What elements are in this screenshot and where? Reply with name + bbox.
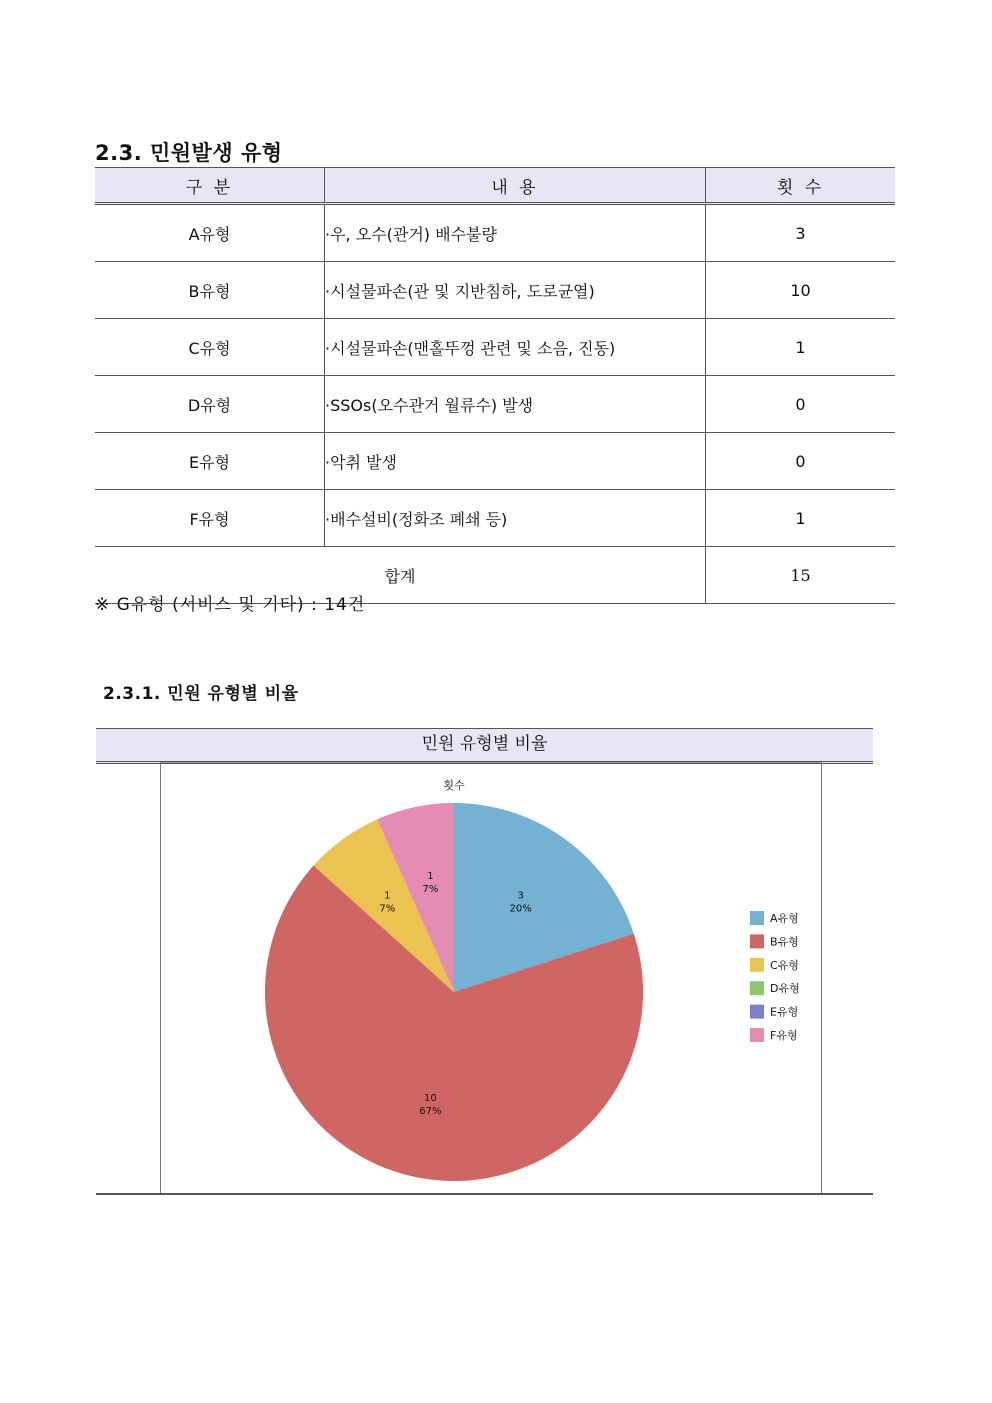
legend-label: A유형 [770,912,799,925]
row-count: 0 [706,376,896,433]
table-row [95,262,895,319]
chart-title: 횟수 [443,779,465,792]
row-count: 3 [706,204,896,262]
total-label: 합계 [95,547,706,604]
chart-box-title: 민원 유형별 비율 [96,728,873,764]
header-category: 구 분 [95,168,325,204]
row-type: D유형 [95,376,325,433]
legend-swatch [750,934,764,948]
section-title: 2.3. 민원발생 유형 [95,141,283,165]
row-desc: ·악취 발생 [325,433,706,490]
pie-percent-label: 20% [509,903,532,915]
total-value: 15 [706,547,896,604]
legend-label: F유형 [770,1029,798,1042]
chart-bottom-rule [96,1193,873,1195]
row-desc: ·우, 오수(관거) 배수불량 [325,204,706,262]
row-desc: ·시설물파손(관 및 지반침하, 도로균열) [325,262,706,319]
legend-label: D유형 [770,982,800,996]
table-row [95,204,895,262]
legend-label: E유형 [770,1005,799,1019]
row-desc: ·시설물파손(맨홀뚜껑 관련 및 소음, 진동) [325,319,706,376]
legend-swatch [750,1005,764,1019]
pie-value-label: 10 [424,1092,437,1104]
footnote: ※ G유형 (서비스 및 기타) : 14건 [95,595,366,615]
row-desc: ·배수설비(정화조 폐쇄 등) [325,490,706,547]
legend-swatch [750,1028,764,1042]
row-type: E유형 [95,433,325,490]
header-count: 횟 수 [706,168,896,204]
pie-value-label: 1 [427,871,434,883]
row-type: B유형 [95,262,325,319]
row-type: A유형 [95,204,325,262]
pie-percent-label: 67% [419,1105,442,1117]
row-type: F유형 [95,490,325,547]
table-header-row [95,168,895,204]
header-content: 내 용 [325,168,706,204]
row-count: 1 [706,490,896,547]
pie-percent-label: 7% [422,884,439,896]
row-count: 1 [706,319,896,376]
legend-swatch [750,958,764,972]
pie-value-label: 1 [384,890,391,902]
legend-label: C유형 [770,958,799,972]
chart-frame [160,762,822,1194]
legend-swatch [750,981,764,995]
table-row [95,319,895,376]
row-count: 0 [706,433,896,490]
row-count: 10 [706,262,896,319]
row-desc: ·SSOs(오수관거 월류수) 발생 [325,376,706,433]
legend-label: B유형 [770,935,799,949]
pie-value-label: 3 [517,890,524,902]
table-row [95,376,895,433]
table-row [95,490,895,547]
table-row [95,433,895,490]
complaint-type-table [95,167,895,604]
legend-swatch [750,911,764,925]
subsection-title: 2.3.1. 민원 유형별 비율 [103,684,299,704]
pie-percent-label: 7% [379,903,396,915]
row-type: C유형 [95,319,325,376]
pie-chart [161,763,821,1194]
